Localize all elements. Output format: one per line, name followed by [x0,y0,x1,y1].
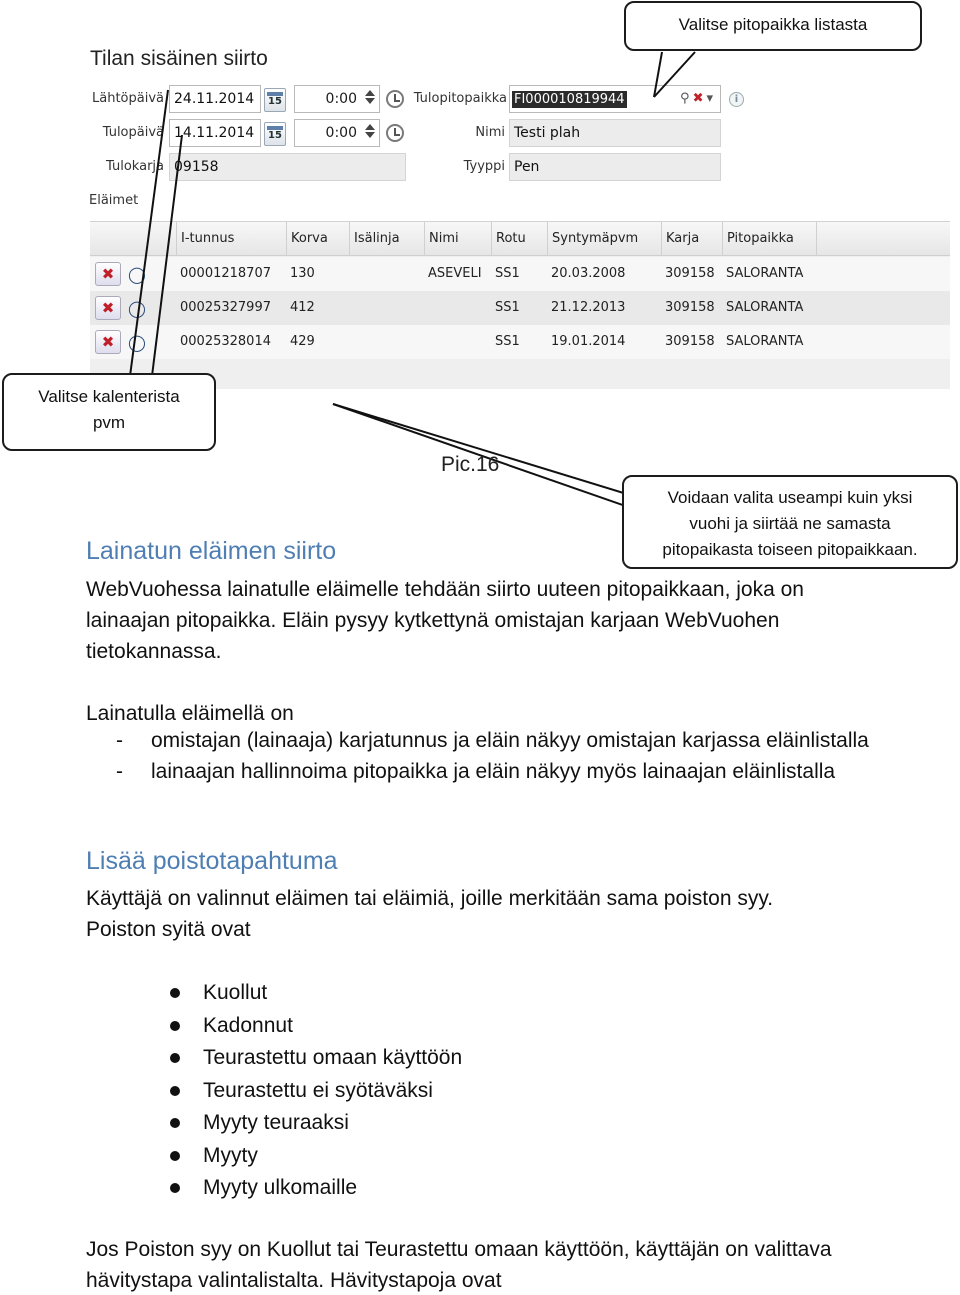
callout-text: pvm [92,413,126,432]
section-heading-loaned-transfer: Lainatun eläimen siirto [86,537,337,565]
column-header-herd[interactable]: Karja [661,222,722,256]
cell-id: 00025328014 [180,334,271,349]
arrival-date-field[interactable]: 14.11.2014 [169,119,261,147]
callout-text: Valitse pitopaikka listasta [678,15,868,34]
cell-breed: SS1 [495,300,520,315]
paragraph-line: lainaajan pitopaikka. Eläin pysyy kytkettynä omistajan karjaan WebVuohen [86,609,780,632]
callout-text: Voidaan valita useampi kuin yksi [667,488,913,507]
paragraph-line: Jos Poiston syy on Kuollut tai Teurastettu omaan käyttöön, käyttäjän on valittava [86,1238,832,1261]
column-header-sire[interactable]: Isälinja [349,222,424,256]
name-field: Testi plah [509,119,721,147]
destination-select[interactable] [509,85,721,113]
type-label: Tyyppi [463,159,505,174]
cell-ear: 429 [290,334,315,349]
column-header-breed[interactable]: Rotu [491,222,547,256]
list-item: Kuollut [168,977,462,1010]
column-header [126,222,176,256]
list-item: Kadonnut [168,1010,462,1043]
paragraph-removal [86,883,946,945]
departure-time-field[interactable] [294,85,380,113]
animal-icon: ◯ [128,299,146,318]
clock-icon[interactable] [386,124,404,142]
cell-born: 21.12.2013 [551,300,626,315]
column-header-name[interactable]: Nimi [424,222,491,256]
arrival-time-field[interactable] [294,119,380,147]
cell-location: SALORANTA [726,266,804,281]
delete-icon[interactable]: ✖ [95,330,121,354]
herd-label: Tulokarja [106,159,164,174]
removal-reasons-list [168,977,462,1205]
cell-born: 19.01.2014 [551,334,626,349]
animal-icon: ◯ [128,265,146,284]
cell-id: 00025327997 [180,300,271,315]
grid-header [90,222,950,256]
paragraph-closing [86,1234,946,1295]
destination-label: Tulopitopaikka [413,91,507,106]
info-icon[interactable]: i [729,92,744,107]
section-heading-removal: Lisää poistotapahtuma [86,847,338,875]
column-header-location[interactable]: Pitopaikka [722,222,816,256]
paragraph-line: Poiston syitä ovat [86,918,251,941]
departure-time-value: 0:00 [325,91,357,107]
delete-icon[interactable]: ✖ [95,262,121,286]
time-spinner-icon[interactable] [363,122,377,144]
departure-date-field[interactable]: 24.11.2014 [169,85,261,113]
cell-ear: 130 [290,266,315,281]
paragraph-line: hävitystapa valintalistalta. Hävitystapoja ovat [86,1269,502,1292]
arrival-time-value: 0:00 [325,125,357,141]
cell-herd: 309158 [665,300,715,315]
departure-date-label: Lähtöpäivä [92,91,164,106]
calendar-day: 15 [268,96,282,107]
animal-icon: ◯ [128,333,146,352]
paragraph-line: tietokannassa. [86,640,222,663]
cell-breed: SS1 [495,266,520,281]
callout-text: Valitse kalenterista [38,387,180,406]
cell-location: SALORANTA [726,300,804,315]
callout-select-date [2,373,216,451]
list-item: Myyty [168,1140,462,1173]
destination-value: FI000010819944 [514,92,625,107]
cell-born: 20.03.2008 [551,266,626,281]
table-row[interactable] [90,291,950,325]
paragraph-line: WebVuohessa lainatulle eläimelle tehdään siirto uuteen pitopaikkaan, joka on [86,578,804,601]
table-row[interactable] [90,257,950,291]
list-item: Teurastettu omaan käyttöön [168,1042,462,1075]
column-header-ear[interactable]: Korva [286,222,349,256]
herd-field: 09158 [169,153,406,181]
cell-name: ASEVELI [428,266,482,281]
loaned-intro: Lainatulla eläimellä on [86,702,294,725]
figure-caption: Pic.16 [441,453,500,476]
calendar-icon[interactable] [264,88,286,112]
cell-breed: SS1 [495,334,520,349]
calendar-day: 15 [268,130,282,141]
dash-marker: - [116,729,123,752]
callout-select-location [624,1,922,51]
cell-ear: 412 [290,300,315,315]
form-title: Tilan sisäinen siirto [90,47,268,70]
time-spinner-icon[interactable] [363,88,377,110]
clear-icon[interactable]: ✖ [692,91,707,106]
callout-text: pitopaikasta toiseen pitopaikkaan. [662,540,918,559]
search-icon[interactable]: ⚲ [680,91,693,106]
table-row[interactable] [90,325,950,359]
list-item: Myyty ulkomaille [168,1172,462,1205]
column-header-born[interactable]: Syntymäpvm [547,222,661,256]
cell-herd: 309158 [665,266,715,281]
animals-label: Eläimet [89,193,139,208]
column-header-empty [816,222,950,256]
chevron-down-icon[interactable]: ▾ [706,91,716,106]
name-label: Nimi [475,125,505,140]
cell-location: SALORANTA [726,334,804,349]
cell-herd: 309158 [665,334,715,349]
callout-multi-select [622,475,958,569]
dash-marker: - [116,760,123,783]
column-header-id[interactable]: I-tunnus [176,222,286,256]
arrival-date-label: Tulopäivä [102,125,164,140]
type-field: Pen [509,153,721,181]
list-item: Myyty teuraaksi [168,1107,462,1140]
clock-icon[interactable] [386,90,404,108]
select-controls [680,86,716,112]
paragraph-loaned-transfer [86,574,946,667]
animals-grid [90,221,950,389]
calendar-icon[interactable] [264,122,286,146]
cell-id: 00001218707 [180,266,271,281]
paragraph-line: Käyttäjä on valinnut eläimen tai eläimiä, joille merkitään sama poiston syy. [86,887,774,910]
delete-icon[interactable]: ✖ [95,296,121,320]
callout-text: vuohi ja siirtää ne samasta [689,514,891,533]
list-item-text: omistajan (lainaaja) karjatunnus ja eläin näkyy omistajan karjassa eläinlistalla [151,729,869,752]
list-item-text: lainaajan hallinnoima pitopaikka ja eläin näkyy myös lainaajan eläinlistalla [151,760,836,783]
list-item: Teurastettu ei syötäväksi [168,1075,462,1108]
